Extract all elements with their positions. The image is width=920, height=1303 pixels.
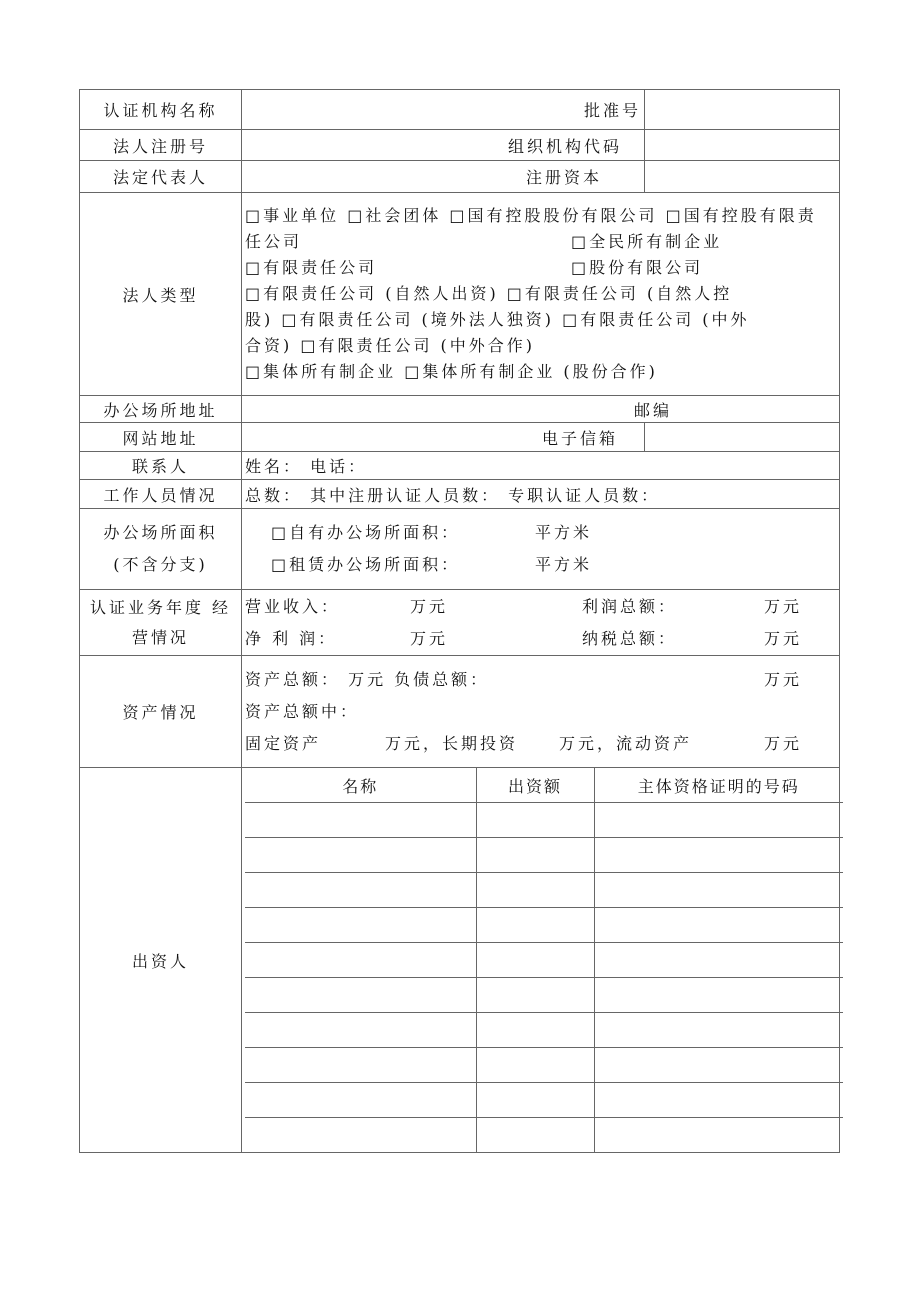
row-website (80, 423, 840, 452)
investor-name-cell[interactable] (245, 803, 476, 838)
table-row (245, 803, 843, 838)
total-assets-text: 资产总额： 万元 负债总额： (245, 669, 490, 689)
reg-no-label: 法人注册号 (80, 130, 242, 161)
ops-line-1 (245, 591, 836, 623)
reg-capital-field[interactable] (645, 161, 840, 193)
investor-name-cell[interactable] (245, 908, 476, 943)
assets-values (242, 656, 840, 768)
legal-type-options[interactable] (242, 193, 840, 396)
revenue-label: 营业收入： (245, 596, 341, 616)
reg-capital-label: 注册资本 (242, 161, 645, 193)
contact-value[interactable]: 姓名： 电话： (242, 452, 840, 480)
table-row (245, 908, 843, 943)
row-assets (80, 656, 840, 768)
investor-name-cell[interactable] (245, 1118, 476, 1153)
fixed-assets-label: 固定资产 (245, 733, 322, 753)
row-investors (80, 768, 840, 1153)
annual-ops-values (242, 590, 840, 656)
approval-no-field[interactable] (645, 90, 840, 130)
row-reg-no (80, 130, 840, 161)
investor-cert-cell[interactable] (594, 943, 843, 978)
investor-cert-cell[interactable] (594, 873, 843, 908)
legal-type-line-6[interactable]: 合资) □有限责任公司 (中外合作) (245, 336, 536, 355)
annual-ops-label-2: 营情况 (131, 627, 189, 647)
postcode-label: 邮编 (242, 396, 840, 423)
net-profit-unit: 万元 (410, 628, 449, 648)
investor-cert-cell[interactable] (594, 803, 843, 838)
contact-label: 联系人 (80, 452, 242, 480)
row-contact (80, 452, 840, 480)
investor-name-cell[interactable] (245, 978, 476, 1013)
investor-cert-cell[interactable] (594, 908, 843, 943)
email-label: 电子信箱 (242, 423, 645, 452)
investor-name-cell[interactable] (245, 838, 476, 873)
investors-label: 出资人 (80, 768, 242, 1153)
row-legal-rep (80, 161, 840, 193)
assets-label: 资产情况 (80, 656, 242, 768)
website-label: 网站地址 (80, 423, 242, 452)
investor-name-cell[interactable] (245, 943, 476, 978)
table-row (245, 873, 843, 908)
legal-rep-label: 法定代表人 (80, 161, 242, 193)
approval-no-label: 批准号 (242, 90, 645, 130)
investor-name-cell[interactable] (245, 1013, 476, 1048)
org-code-field[interactable] (645, 130, 840, 161)
col-header-amount: 出资额 (476, 768, 594, 803)
investor-name-cell[interactable] (245, 1083, 476, 1118)
total-liabilities-unit: 万元 (764, 669, 803, 689)
row-org-name (80, 90, 840, 130)
assets-line-1 (245, 664, 836, 696)
legal-type-line-5[interactable]: 股) □有限责任公司 (境外法人独资) □有限责任公司 (中外 (245, 310, 750, 329)
investor-cert-cell[interactable] (594, 1013, 843, 1048)
col-header-name: 名称 (245, 768, 476, 803)
table-row (245, 1013, 843, 1048)
office-area-label (80, 509, 242, 590)
row-office-addr (80, 396, 840, 423)
row-office-area (80, 509, 840, 590)
table-row (245, 943, 843, 978)
org-code-label: 组织机构代码 (242, 130, 645, 161)
investor-amount-cell[interactable] (476, 1013, 594, 1048)
own-area-unit: 平方米 (535, 523, 593, 542)
rent-area-label[interactable]: □租赁办公场所面积： (271, 555, 461, 574)
investor-name-cell[interactable] (245, 1048, 476, 1083)
office-area-label-1: 办公场所面积 (103, 523, 218, 542)
legal-type-line-3[interactable] (245, 255, 836, 281)
legal-type-line-3b[interactable]: □股份有限公司 (571, 258, 704, 277)
legal-type-line-1[interactable]: □事业单位 □社会团体 □国有控股股份有限公司 □国有控股有限责 (245, 206, 817, 225)
current-assets-unit: 万元 (764, 733, 803, 753)
email-field[interactable] (645, 423, 840, 452)
tax-label: 纳税总额： (582, 628, 678, 648)
long-term-investment-unit: 万元，流动资产 (559, 733, 693, 753)
row-staff (80, 480, 840, 509)
office-area-values (242, 509, 840, 590)
investors-table-cell (242, 768, 840, 1153)
table-row (245, 1048, 843, 1083)
investor-amount-cell[interactable] (476, 908, 594, 943)
investor-amount-cell[interactable] (476, 838, 594, 873)
rent-area-unit: 平方米 (535, 555, 593, 574)
legal-type-line-2a: 任公司 (245, 232, 303, 251)
table-row (245, 1083, 843, 1118)
annual-ops-label (80, 590, 242, 656)
legal-type-line-3a[interactable]: □有限责任公司 (245, 258, 378, 277)
net-profit-label: 净 利 润： (245, 628, 338, 648)
fixed-assets-unit: 万元，长期投资 (385, 733, 519, 753)
ops-line-2 (245, 623, 836, 655)
own-area-label[interactable]: □自有办公场所面积： (271, 523, 461, 542)
investor-amount-cell[interactable] (476, 803, 594, 838)
col-header-cert: 主体资格证明的号码 (594, 768, 843, 803)
legal-type-label: 法人类型 (80, 193, 242, 396)
legal-type-line-4[interactable]: □有限责任公司 (自然人出资) □有限责任公司 (自然人控 (245, 284, 733, 303)
investor-amount-cell[interactable] (476, 1083, 594, 1118)
staff-value[interactable]: 总数： 其中注册认证人员数： 专职认证人员数： (242, 480, 840, 509)
office-area-label-2: (不含分支) (113, 555, 208, 574)
staff-label: 工作人员情况 (80, 480, 242, 509)
own-area-line[interactable] (245, 517, 836, 549)
investor-amount-cell[interactable] (476, 873, 594, 908)
investors-header-row (245, 768, 843, 803)
investor-amount-cell[interactable] (476, 978, 594, 1013)
investor-amount-cell[interactable] (476, 1118, 594, 1153)
registration-form (79, 89, 840, 1153)
row-legal-type (80, 193, 840, 396)
rent-area-line[interactable] (245, 549, 836, 581)
org-name-label: 认证机构名称 (80, 90, 242, 130)
total-profit-unit: 万元 (764, 596, 803, 616)
assets-line-2 (245, 696, 836, 728)
annual-ops-label-1: 认证业务年度 经 (89, 597, 232, 617)
office-addr-label: 办公场所地址 (80, 396, 242, 423)
investor-cert-cell[interactable] (594, 1048, 843, 1083)
investor-name-cell[interactable] (245, 873, 476, 908)
legal-type-line-2b[interactable]: □全民所有制企业 (571, 232, 723, 251)
investor-amount-cell[interactable] (476, 1048, 594, 1083)
table-row (245, 978, 843, 1013)
legal-type-line-7[interactable]: □集体所有制企业 □集体所有制企业 (股份合作) (245, 362, 658, 381)
row-annual-ops (80, 590, 840, 656)
table-row (245, 1118, 843, 1153)
total-profit-label: 利润总额： (582, 596, 678, 616)
investor-cert-cell[interactable] (594, 1118, 843, 1153)
investor-cert-cell[interactable] (594, 978, 843, 1013)
investor-cert-cell[interactable] (594, 1083, 843, 1118)
legal-type-line-2[interactable] (245, 229, 836, 255)
investors-table (245, 768, 843, 1152)
investor-cert-cell[interactable] (594, 838, 843, 873)
table-row (245, 838, 843, 873)
assets-line-3 (245, 728, 836, 760)
tax-unit: 万元 (764, 628, 803, 648)
revenue-unit: 万元 (410, 596, 449, 616)
assets-breakdown-label: 资产总额中： (245, 701, 360, 721)
investor-amount-cell[interactable] (476, 943, 594, 978)
